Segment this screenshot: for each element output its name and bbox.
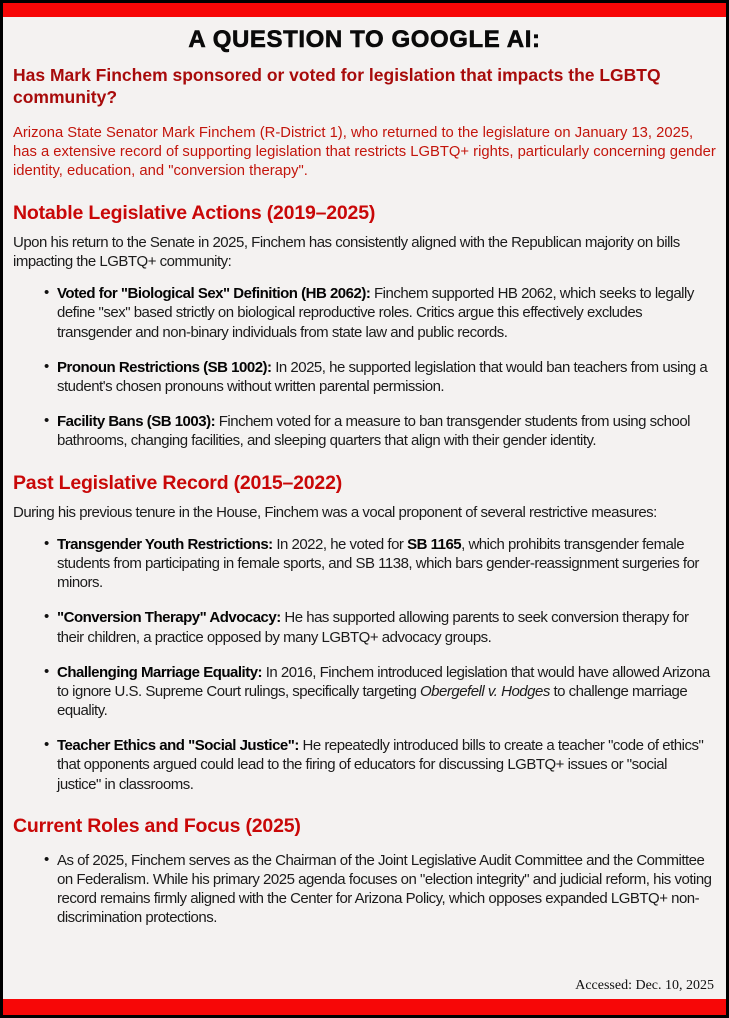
bullet-list-past-record [13, 535, 716, 794]
bullet-text: Finchem voted for a measure to ban transgender students from using school bathrooms, changing facilities, and sleeping quarters that align with their gender identity. [57, 413, 691, 450]
bullet-lead: Transgender Youth Restrictions: [57, 535, 273, 553]
bullet-lead: Pronoun Restrictions (SB 1002): [57, 358, 272, 376]
list-item [44, 284, 712, 342]
accessed-date: Accessed: Dec. 10, 2025 [575, 978, 714, 993]
list-item [44, 736, 712, 794]
bullet-text: , which prohibits transgender female students from participating in female sports, and SB 1138, which bars gender-reassignment surgeries for minors. [57, 535, 699, 592]
section-intro-notable-actions: Upon his return to the Senate in 2025, Finchem has consistently aligned with the Republican majority on bills impacting the LGBTQ+ community: [13, 233, 680, 271]
bullet-text: to challenge marriage equality. [57, 682, 688, 720]
bottom-red-banner [3, 999, 726, 1015]
document-body [3, 17, 726, 999]
bullet-lead: Voted for "Biological Sex" Definition (HB 2062): [57, 285, 371, 303]
bullet-italic-text: Obergefell v. Hodges [420, 682, 550, 700]
bullet-text: In 2016, Finchem introduced legislation that would have allowed Arizona to ignore U.S. Supreme Court rulings, specifically targeting [57, 663, 710, 700]
page-title: A QUESTION TO GOOGLE AI: [188, 26, 541, 53]
section-heading-current-roles: Current Roles and Focus (2025) [13, 814, 301, 837]
bullet-bold-text: SB 1165 [407, 535, 462, 553]
list-item [44, 535, 712, 593]
bullet-text: He repeatedly introduced bills to create a teacher "code of ethics" that opponents argued could lead to the firing of educators for discussing LGBTQ+ issues or "social justice" in classrooms. [57, 737, 704, 793]
list-item [44, 663, 712, 721]
top-red-banner [3, 3, 726, 17]
bullet-lead: Facility Bans (SB 1003): [57, 413, 216, 431]
section-heading-notable-actions: Notable Legislative Actions (2019–2025) [13, 201, 376, 224]
bullet-text: In 2022, he voted for [272, 535, 408, 553]
bullet-lead: "Conversion Therapy" Advocacy: [57, 609, 281, 627]
list-item [44, 608, 712, 646]
bullet-text: In 2025, he supported legislation that would ban teachers from using a student's chosen pronouns without written parental permission. [57, 358, 708, 396]
bullet-list-current-roles [13, 851, 716, 928]
section-intro-past-record: During his previous tenure in the House, Finchem was a vocal proponent of several restrictive measures: [13, 503, 657, 521]
bullet-text: As of 2025, Finchem serves as the Chairman of the Joint Legislative Audit Committee and the Committee on Federalism. While his primary 2025 agenda focuses on "election integrity" and judicial reform, his voting record remains firmly aligned with the Center for Arizona Policy, which opposes expanded LGBTQ+ non-discrimination protections. [57, 851, 712, 927]
bullet-list-notable-actions [13, 284, 716, 450]
list-item [44, 851, 712, 928]
bullet-text: He has supported allowing parents to seek conversion therapy for their children, a practice opposed by many LGBTQ+ advocacy groups. [57, 609, 689, 646]
list-item [44, 412, 712, 450]
bullet-lead: Challenging Marriage Equality: [57, 663, 263, 681]
question-heading: Has Mark Finchem sponsored or voted for legislation that impacts the LGBTQ community? [13, 65, 661, 108]
section-heading-past-record: Past Legislative Record (2015–2022) [13, 471, 343, 494]
intro-paragraph: Arizona State Senator Mark Finchem (R-District 1), who returned to the legislature on January 13, 2025, has a extensive record of supporting legislation that restricts LGBTQ+ rights, particularly concerning gender identity, education, and "conversion therapy". [13, 125, 716, 179]
bullet-lead: Teacher Ethics and "Social Justice": [57, 737, 299, 755]
list-item [44, 358, 712, 396]
bullet-text: Finchem supported HB 2062, which seeks to legally define "sex" based strictly on biological reproductive roles. Critics argue this effectively excludes transgender and non-binary individuals from state law and public records. [57, 285, 694, 341]
